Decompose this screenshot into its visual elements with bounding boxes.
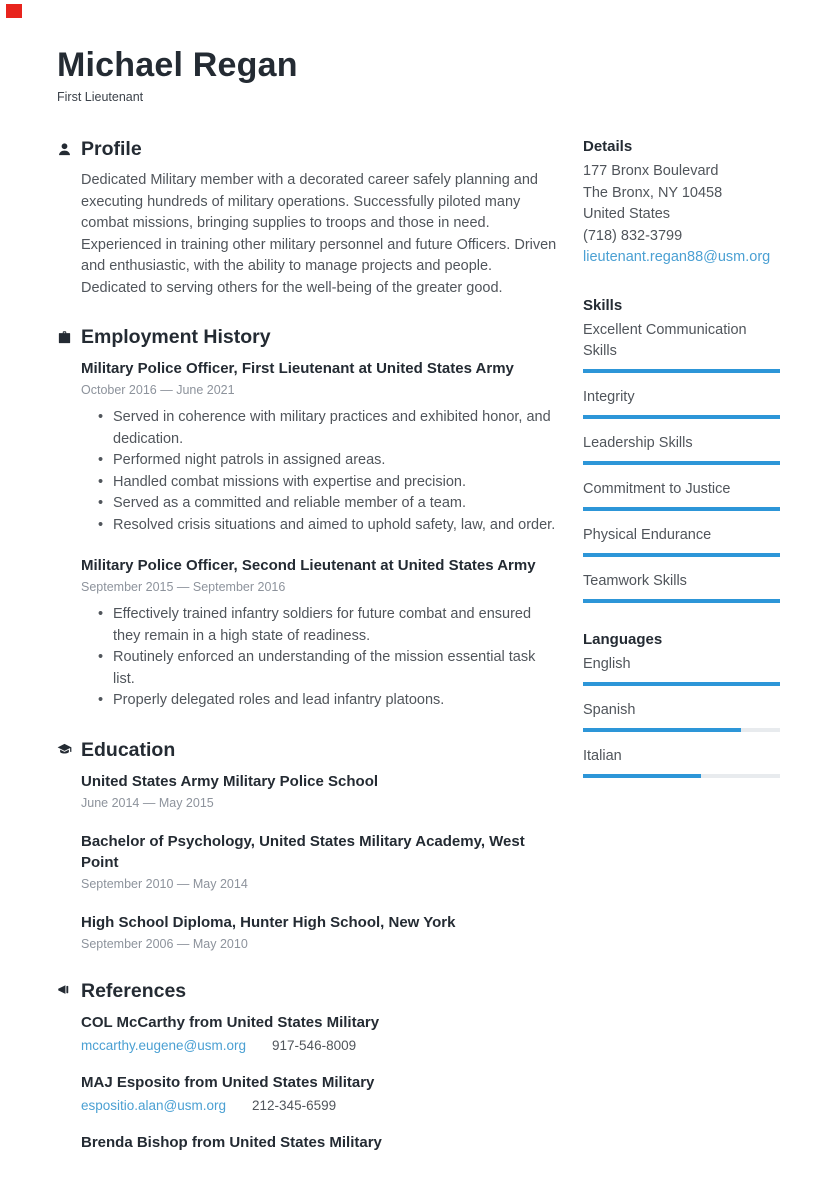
section-employment-history <box>57 324 557 712</box>
section-references <box>57 978 557 1153</box>
megaphone-icon <box>57 983 72 998</box>
skill-label: Excellent Communication Skills <box>583 321 747 359</box>
resume-header <box>57 46 780 105</box>
reference-entry <box>81 1012 557 1055</box>
graduation-cap-icon <box>57 742 72 757</box>
sidebar <box>583 136 780 1178</box>
skill-label: Teamwork Skills <box>583 572 687 589</box>
section-profile <box>57 136 557 299</box>
skill-item <box>583 433 780 465</box>
skill-label: Leadership Skills <box>583 434 693 451</box>
content-columns <box>57 136 780 1178</box>
language-bar <box>583 682 780 686</box>
person-icon <box>57 142 72 157</box>
skill-bar-fill <box>583 553 780 557</box>
job-bullet: • Served as a committed and reliable member of a team. <box>81 493 557 515</box>
reference-entry <box>81 1072 557 1115</box>
language-label: Italian <box>583 747 622 764</box>
education-heading: Education <box>81 738 176 761</box>
reference-name: COL McCarthy from United States Military <box>81 1013 380 1031</box>
skill-item <box>583 525 780 557</box>
language-item <box>583 700 780 732</box>
language-bar-fill <box>583 774 701 778</box>
reference-entry <box>81 1132 557 1153</box>
job-bullet: • Routinely enforced an understanding of the mission essential task list. <box>81 647 557 690</box>
skill-bar <box>583 461 780 465</box>
education-title: High School Diploma, Hunter High School, New York <box>81 913 456 931</box>
address-line: 177 Bronx Boulevard <box>583 163 719 179</box>
skill-bar <box>583 553 780 557</box>
job-entry <box>81 358 557 536</box>
candidate-job-title: First Lieutenant <box>57 90 144 104</box>
education-title: United States Army Military Police School <box>81 772 379 790</box>
language-bar-fill <box>583 728 741 732</box>
skill-label: Commitment to Justice <box>583 480 731 497</box>
job-bullet-list <box>81 407 557 536</box>
skill-bar-fill <box>583 369 780 373</box>
skill-item <box>583 571 780 603</box>
language-item <box>583 746 780 778</box>
skills-block <box>583 295 780 603</box>
details-heading: Details <box>583 138 633 155</box>
education-title: Bachelor of Psychology, United States Military Academy, West Point <box>81 832 525 871</box>
briefcase-icon <box>57 330 72 345</box>
candidate-name: Michael Regan <box>57 46 298 84</box>
skill-bar <box>583 599 780 603</box>
languages-heading: Languages <box>583 630 663 648</box>
skill-label: Integrity <box>583 388 635 405</box>
language-item <box>583 654 780 686</box>
job-title: Military Police Officer, Second Lieutenant at United States Army <box>81 557 536 574</box>
address-line: The Bronx, NY 10458 <box>583 184 723 201</box>
skill-bar <box>583 507 780 511</box>
languages-block <box>583 629 780 778</box>
skill-bar <box>583 369 780 373</box>
reference-phone: 212-345-6599 <box>252 1097 337 1113</box>
skill-bar <box>583 415 780 419</box>
language-bar-fill <box>583 682 780 686</box>
reference-email-link[interactable]: espositio.alan@usm.org <box>81 1097 227 1113</box>
section-education <box>57 737 557 953</box>
skill-label: Physical Endurance <box>583 526 712 543</box>
reference-phone: 917-546-8009 <box>272 1037 357 1053</box>
skills-heading: Skills <box>583 296 623 314</box>
job-bullet: • Effectively trained infantry soldiers for future combat and ensured they remain in a high state of readiness. <box>81 604 557 647</box>
email-link[interactable]: lieutenant.regan88@usm.org <box>583 249 771 265</box>
job-bullet: • Properly delegated roles and lead infantry platoons. <box>81 690 557 712</box>
profile-heading: Profile <box>81 138 142 160</box>
job-bullet: • Resolved crisis situations and aimed to uphold safety, law, and order. <box>81 515 557 537</box>
references-heading: References <box>81 979 187 1002</box>
education-entry <box>81 912 557 953</box>
job-dates: September 2015 — September 2016 <box>81 580 286 594</box>
skill-item <box>583 479 780 511</box>
job-title: Military Police Officer, First Lieutenant at United States Army <box>81 360 514 377</box>
job-bullet: • Handled combat missions with expertise and precision. <box>81 472 557 494</box>
language-bar <box>583 728 780 732</box>
skill-item <box>583 387 780 419</box>
skill-bar-fill <box>583 507 780 511</box>
education-entry <box>81 831 557 893</box>
job-bullet-list <box>81 604 557 712</box>
skill-item <box>583 320 780 373</box>
job-bullet: • Performed night patrols in assigned areas. <box>81 450 557 472</box>
reference-email-link[interactable]: mccarthy.eugene@usm.org <box>81 1037 247 1053</box>
language-label: Spanish <box>583 701 636 718</box>
reference-name: MAJ Esposito from United States Military <box>81 1073 375 1091</box>
language-label: English <box>583 655 631 672</box>
skill-bar-fill <box>583 461 780 465</box>
skill-bar-fill <box>583 415 780 419</box>
address-line: United States <box>583 206 671 222</box>
education-dates: September 2006 — May 2010 <box>81 936 248 951</box>
phone-number: (718) 832-3799 <box>583 227 683 244</box>
education-entry <box>81 771 557 812</box>
reference-name: Brenda Bishop from United States Military <box>81 1133 382 1151</box>
job-dates: October 2016 — June 2021 <box>81 383 235 397</box>
education-dates: September 2010 — May 2014 <box>81 876 248 891</box>
main-column <box>57 136 557 1178</box>
education-dates: June 2014 — May 2015 <box>81 795 214 810</box>
employment-heading: Employment History <box>81 326 271 348</box>
job-entry <box>81 555 557 712</box>
language-bar <box>583 774 780 778</box>
red-corner-marker <box>6 4 22 18</box>
skill-bar-fill <box>583 599 780 603</box>
details-block <box>583 136 780 269</box>
profile-paragraph: Dedicated Military member with a decorated career safely planning and executing hundreds of military operations. Successfully piloted many combat missions, bringing supplies to troops and those in need. Experienced in training other military personnel and future Officers. Driven and enthusiastic, with the ability to manage projects and people. Dedicated to serving others for the well-being of the greater good. <box>81 172 557 296</box>
job-bullet: • Served in coherence with military practices and exhibited honor, and dedication. <box>81 407 557 450</box>
